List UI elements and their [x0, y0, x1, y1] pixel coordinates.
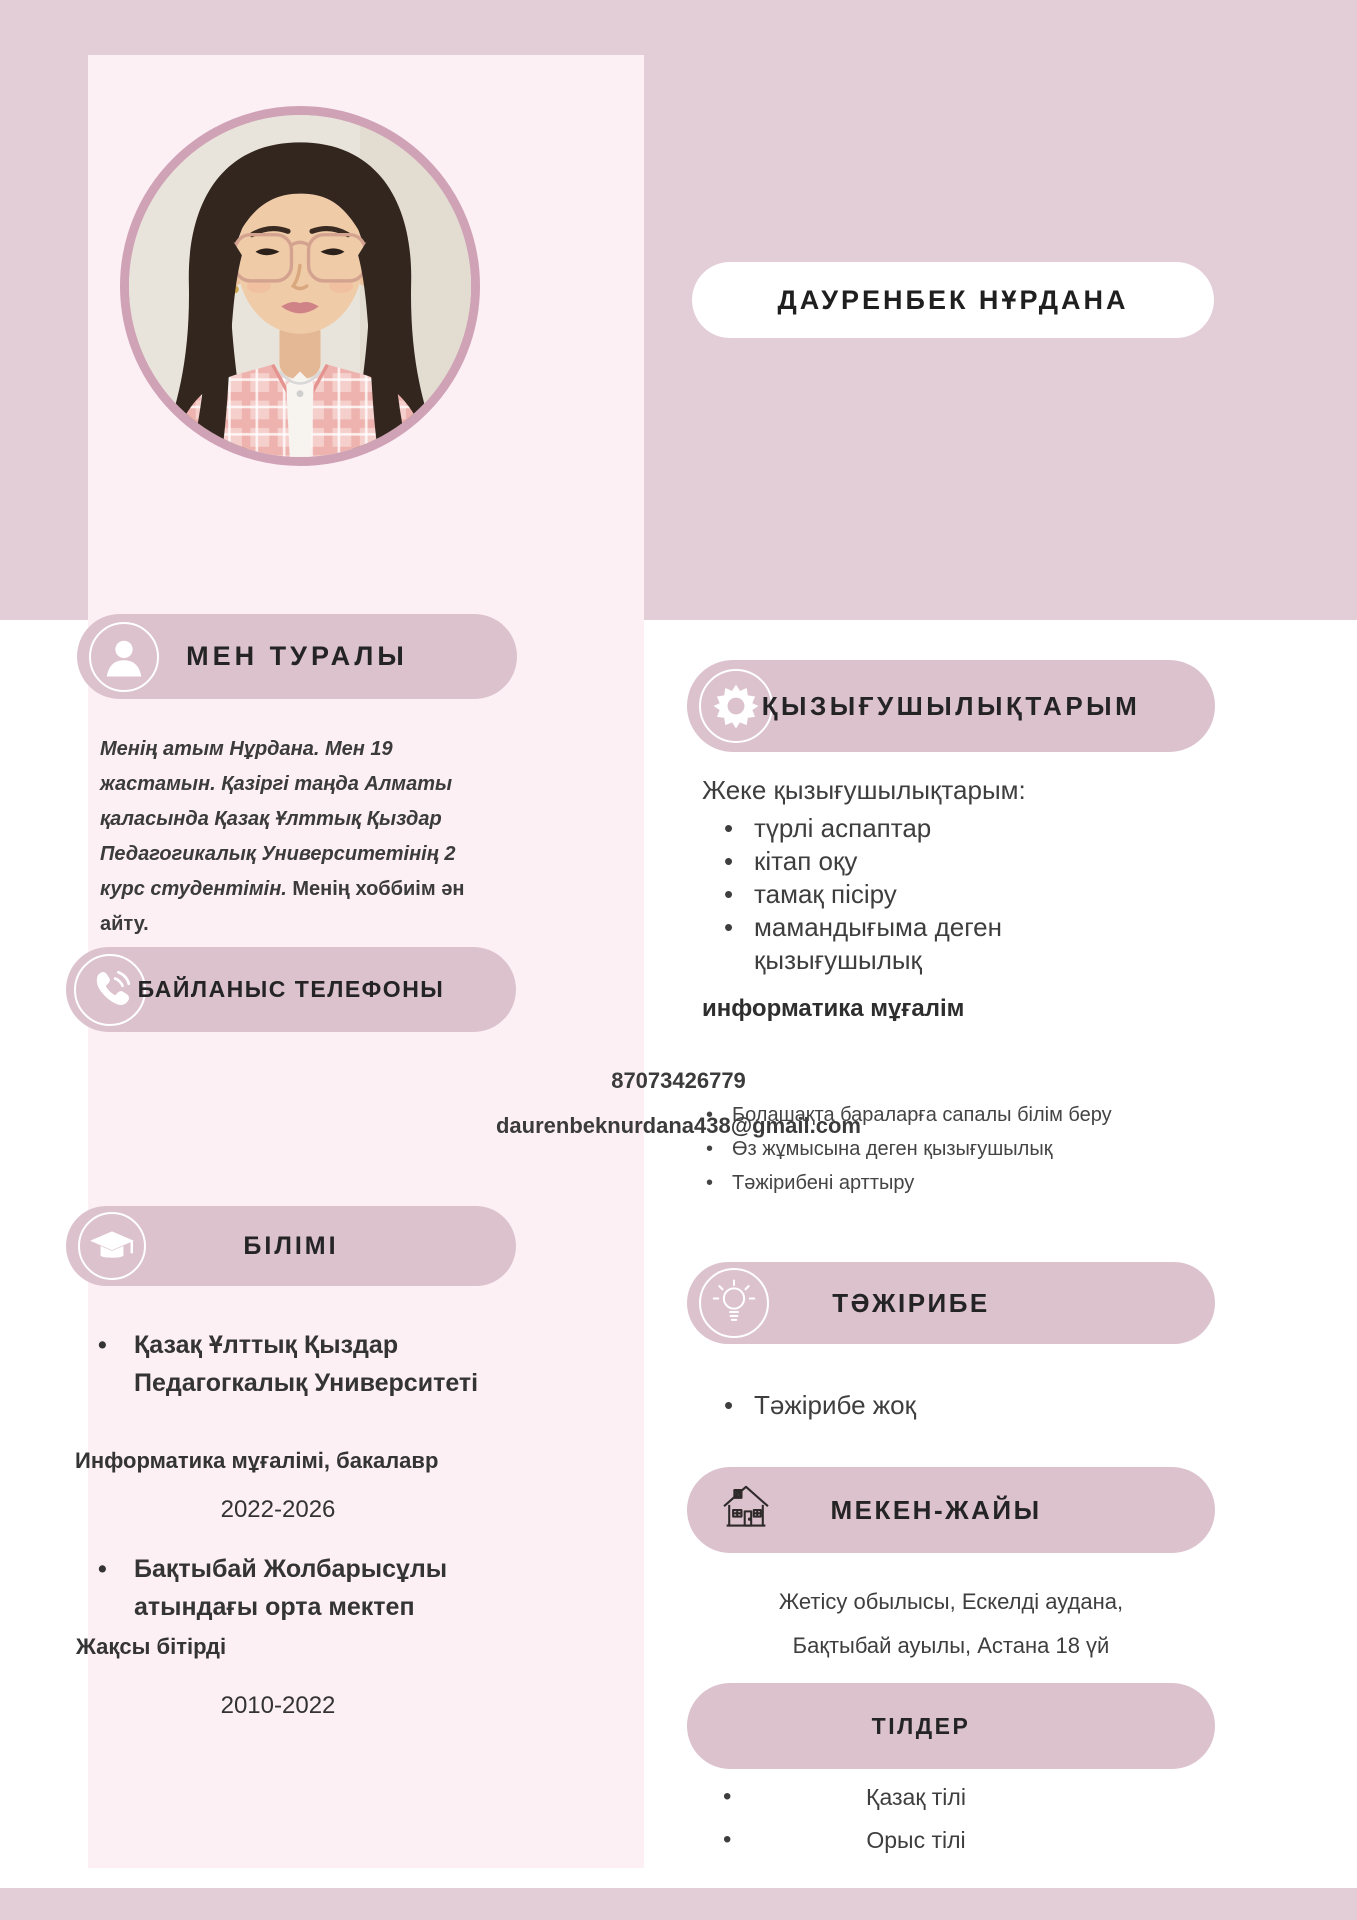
- list-item: • Өз жұмысына деген қызығушылық: [706, 1132, 1166, 1166]
- section-experience-header: [687, 1262, 1215, 1344]
- section-title-languages: ТІЛДЕР: [871, 1712, 971, 1739]
- section-interests-header: [687, 660, 1215, 752]
- interests-intro: Жеке қызығушылықтарым:: [702, 775, 1026, 805]
- education-school: • Бақтыбай Жолбарысұлы атындағы орта мектеп: [98, 1550, 518, 1626]
- list-item: • Болашақта бараларға сапалы білім беру: [706, 1098, 1166, 1132]
- section-address-header: [687, 1467, 1215, 1553]
- section-contact-header: [66, 947, 516, 1032]
- list-item: • түрлі аспаптар: [722, 812, 1062, 845]
- phone-number: 87073426779: [611, 1068, 746, 1093]
- section-title-address: МЕКЕН-ЖАЙЫ: [830, 1494, 1042, 1525]
- education-degree: Информатика мұғалімі, бакалавр: [75, 1448, 439, 1473]
- section-title-about: МЕН ТУРАЛЫ: [186, 641, 408, 671]
- name-banner: [692, 262, 1214, 338]
- email-address: daurenbeknurdana438@gmail.com: [495, 1113, 861, 1138]
- interests-list: [722, 812, 1062, 977]
- education-note: Жақсы бітірді: [76, 1634, 227, 1659]
- section-education-header: [66, 1206, 516, 1286]
- about-text-italic: Менің атым Нұрдана. Мен 19 жастамын. Қазіргі таңда Алматы қаласында Қазақ Ұлттық Қыздар Педагогикалық Университетінің 2 курс студентімін.: [100, 738, 456, 900]
- about-text: [100, 732, 492, 942]
- list-item: • Орыс тілі: [687, 1825, 1145, 1868]
- section-title-experience: ТӘЖІРИБЕ: [832, 1287, 990, 1318]
- address-line: Бақтыбай ауылы, Астана 18 үй: [792, 1633, 1110, 1658]
- section-title-interests: ҚЫЗЫҒУШЫЛЫҚТАРЫМ: [761, 690, 1141, 721]
- list-item: • Тәжірибені арттыру: [706, 1166, 1166, 1200]
- education-school: • Қазақ Ұлттық Қыздар Педагогкалық Университеті: [98, 1326, 518, 1402]
- education-item: [98, 1550, 518, 1626]
- person-name: ДАУРЕНБЕК НҰРДАНА: [777, 284, 1129, 315]
- list-item: • кітап оқу: [722, 845, 1062, 878]
- address-lines: [687, 1580, 1215, 1668]
- education-years: 2022-2026: [220, 1496, 336, 1523]
- section-languages-header: [687, 1683, 1215, 1769]
- section-title-contact: БАЙЛАНЫС ТЕЛЕФОНЫ: [137, 976, 445, 1002]
- portrait-illustration: [129, 115, 471, 457]
- education-item: [98, 1326, 518, 1402]
- profile-photo: [120, 106, 480, 466]
- languages-list: [687, 1782, 1145, 1868]
- section-about-header: [77, 614, 517, 699]
- address-line: Жетісу обылысы, Ескелді аудана,: [778, 1589, 1124, 1614]
- footer-band: [0, 1888, 1357, 1920]
- list-item: • Қазақ тілі: [687, 1782, 1145, 1825]
- experience-list: [722, 1388, 1142, 1422]
- about-text-bold: Менің хоббиім ән айту.: [100, 878, 465, 935]
- list-item: • Тәжірибе жоқ: [722, 1388, 1142, 1422]
- list-item: • мамандығыма деген қызығушылық: [722, 911, 1062, 977]
- section-title-education: БІЛІМІ: [243, 1231, 339, 1260]
- profession-subtitle: информатика мұғалім: [702, 995, 965, 1022]
- goals-list: [706, 1098, 1166, 1200]
- education-years: 2010-2022: [220, 1692, 336, 1719]
- list-item: • тамақ пісіру: [722, 878, 1062, 911]
